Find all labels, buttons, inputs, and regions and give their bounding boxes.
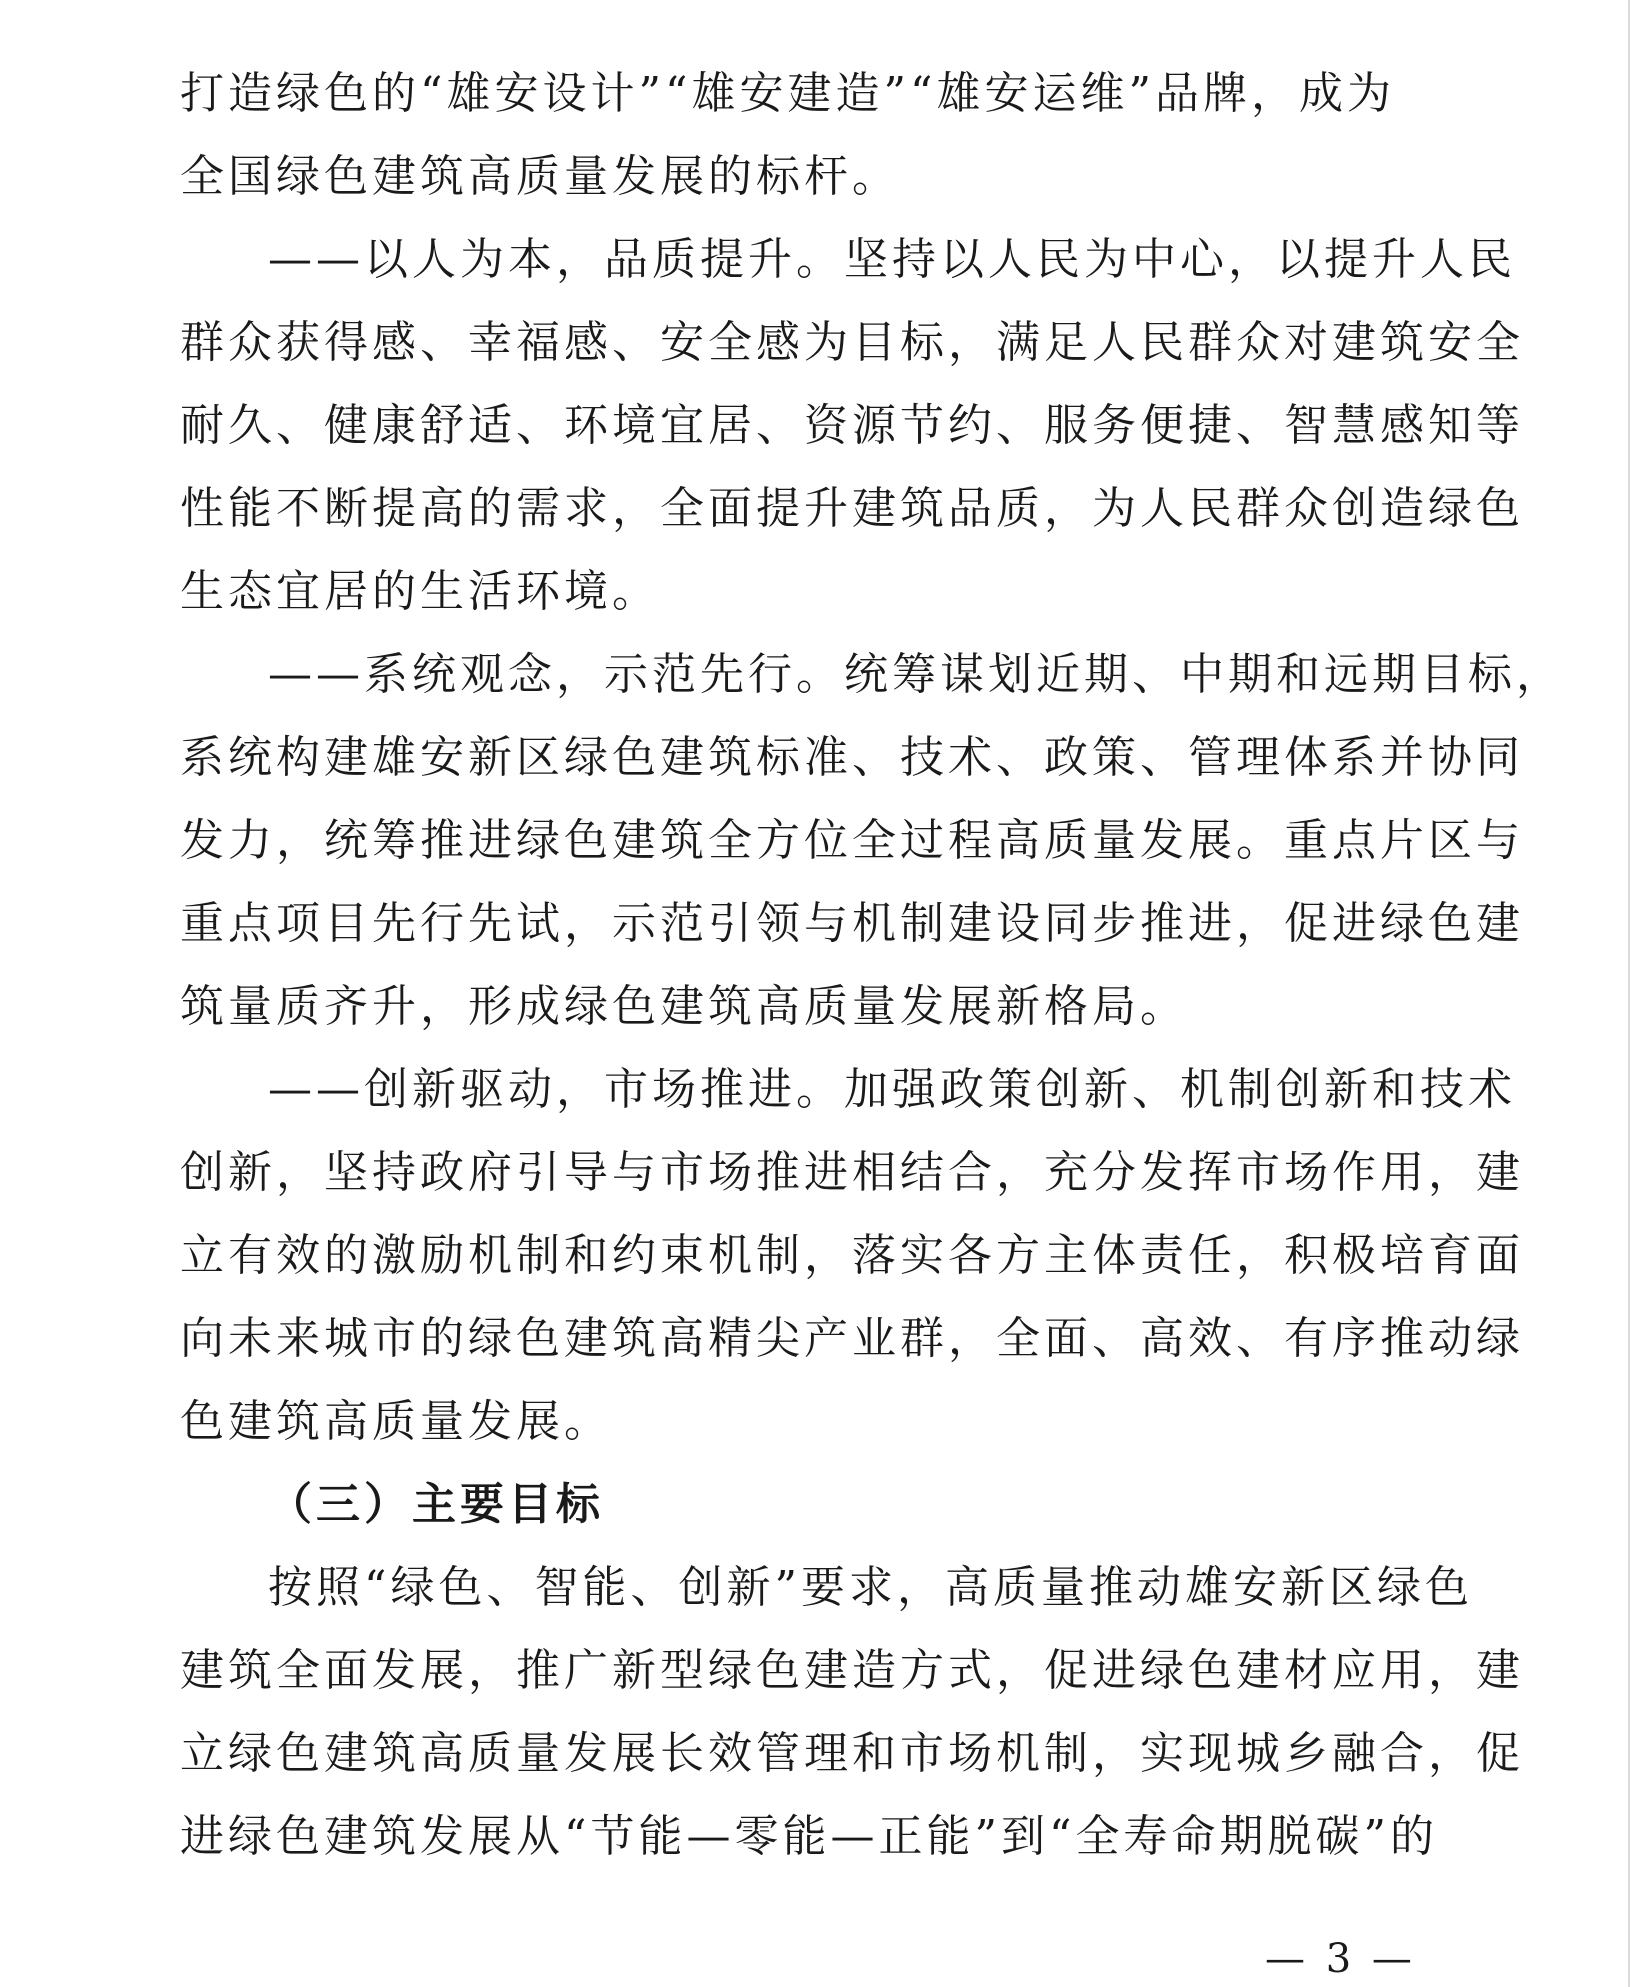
text-line: 进绿色建筑发展从“节能—零能—正能”到“全寿命期脱碳”的 [180,1811,1438,1862]
text-line: 耐久、健康舒适、环境宜居、资源节约、服务便捷、智慧感知等 [180,400,1524,451]
text-line: 重点项目先行先试，示范引领与机制建设同步推进，促进绿色建 [180,898,1524,949]
text-line: 筑量质齐升，形成绿色建筑高质量发展新格局。 [180,981,1188,1032]
text-line: 性能不断提高的需求，全面提升建筑品质，为人民群众创造绿色 [180,483,1524,534]
text-line: 生态宜居的生活环境。 [180,566,660,617]
page-edge-line [1628,0,1630,1987]
text-line: 按照“绿色、智能、创新”要求，高质量推动雄安新区绿色 [268,1562,1473,1613]
text-line: ——以人为本，品质提升。坚持以人民为中心，以提升人民 [268,234,1516,285]
text-line: 系统构建雄安新区绿色建筑标准、技术、政策、管理体系并协同 [180,732,1524,783]
text-line: 立绿色建筑高质量发展长效管理和市场机制，实现城乡融合，促 [180,1728,1524,1779]
text-line: 建筑全面发展，推广新型绿色建造方式，促进绿色建材应用，建 [180,1645,1524,1696]
page-number: — 3 — [1265,1936,1416,1982]
text-line: 群众获得感、幸福感、安全感为目标，满足人民群众对建筑安全 [180,317,1524,368]
text-line: 全国绿色建筑高质量发展的标杆。 [180,151,900,202]
text-line: 色建筑高质量发展。 [180,1396,612,1447]
body-text [180,52,1564,1878]
text-line: 向未来城市的绿色建筑高精尖产业群，全面、高效、有序推动绿 [180,1313,1524,1364]
text-line: 创新，坚持政府引导与市场推进相结合，充分发挥市场作用，建 [180,1147,1524,1198]
text-line: 立有效的激励机制和约束机制，落实各方主体责任，积极培育面 [180,1230,1524,1281]
section-heading: （三）主要目标 [268,1479,604,1530]
text-line: ——创新驱动，市场推进。加强政策创新、机制创新和技术 [268,1064,1516,1115]
text-line: 发力，统筹推进绿色建筑全方位全过程高质量发展。重点片区与 [180,815,1524,866]
text-line: ——系统观念，示范先行。统筹谋划近期、中期和远期目标， [268,649,1564,700]
text-line: 打造绿色的“雄安设计”“雄安建造”“雄安运维”品牌，成为 [180,68,1395,119]
